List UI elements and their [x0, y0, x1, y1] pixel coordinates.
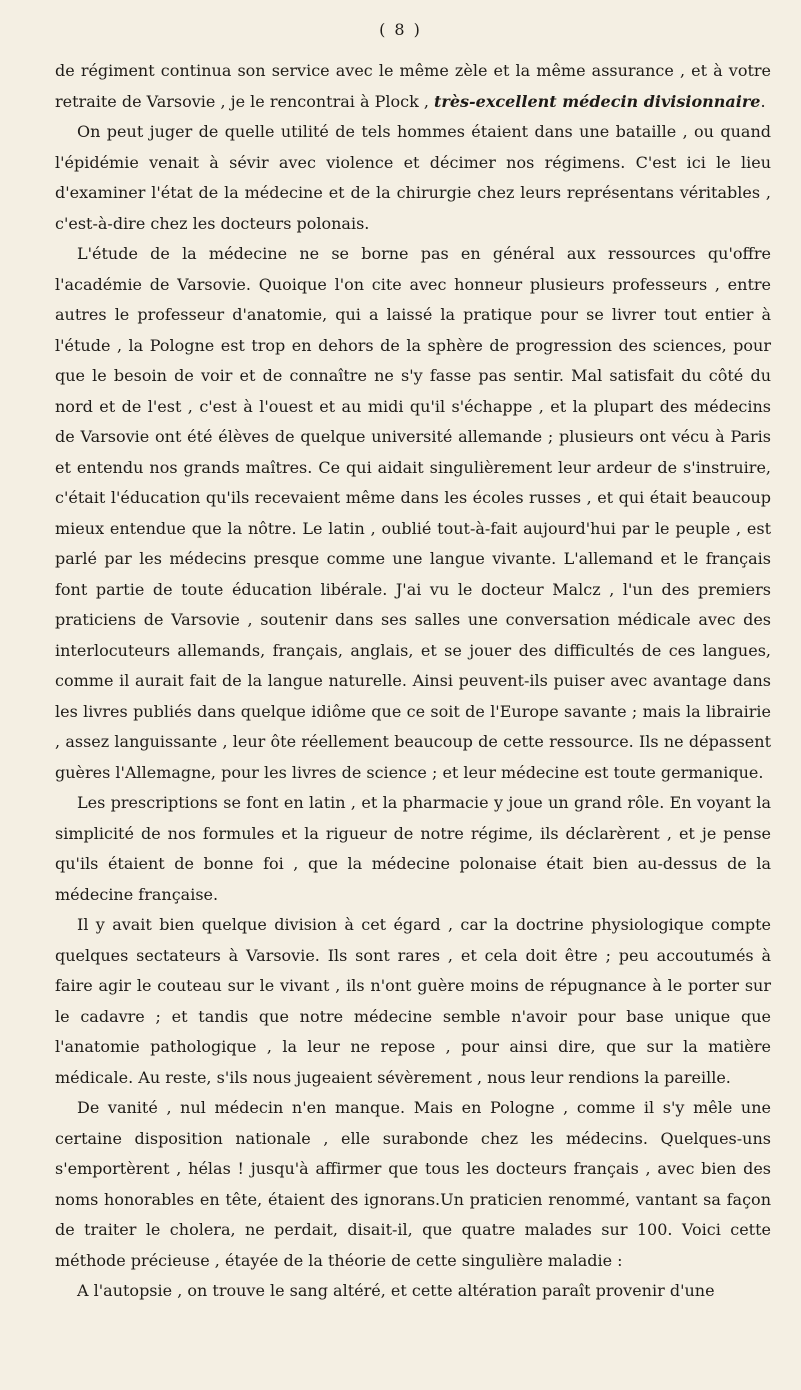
paragraph-text: L'étude de la médecine ne se borne pas en général aux ressources qu'offre l'académie de Varsovie. Quoique l'on cite avec honneur plusieurs professeurs , entre autres le professeur d'anatomie, qui a laissé la pratique pour se livrer tout entier à l'étude , la Pologne est trop en dehors de la sphère de progression des sciences, pour que le besoin de voir et de connaître ne s'y fasse pas sentir. Mal satisfait du côté du nord et de l'est , c'est à l'ouest et au midi qu'il s'échappe , et la plupart des médecins de Varsovie ont été élèves de quelque université allemande ; plusieurs ont vécu à Paris et entendu nos grands maîtres. Ce qui aidait singulièrement leur ardeur de s'instruire, c'était l'éducation qu'ils recevaient même dans les écoles russes , et qui était beaucoup mieux entendue que la nôtre. Le latin , oublié tout-à-fait aujourd'hui par le peuple , est parlé par les médecins presque comme une langue vivante. L'allemand et le français font partie de toute éducation libérale. J'ai vu le docteur Malcz , l'un des premiers praticiens de Varsovie , soutenir dans ses salles une conversation médicale avec des interlocuteurs allemands, français, anglais, et se jouer des difficultés de ces langues, comme il aurait fait de la langue naturelle. Ainsi peuvent-ils puiser avec avantage dans les livres publiés dans quelque idiôme que ce soit de l'Europe savante ; mais la librairie , assez languissante , leur ôte réellement beaucoup de cette ressource. Ils ne dépassent guères l'Allemagne, pour les livres de science ; et leur médecine est toute germanique. — [55, 244, 771, 782]
paragraph-text: De vanité , nul médecin n'en manque. Mais en Pologne , comme il s'y mêle une certaine disposition nationale , elle surabonde chez les médecins. Quelques-uns s'emportèrent , hélas ! jusqu'à affirmer que tous les docteurs français , avec bien des noms honorables en tête, étaient des ignorans.Un praticien renommé, vantant sa façon de traiter le cholera, ne perdait, disait-il, que quatre malades sur 100. Voici cette méthode précieuse , étayée de la théorie de cette singulière maladie : — [55, 1098, 771, 1270]
paragraph — [55, 788, 771, 910]
paragraph-text: Les prescriptions se font en latin , et la pharmacie y joue un grand rôle. En voyant la simplicité de nos formules et la rigueur de notre régime, ils déclarèrent , et je pense qu'ils étaient de bonne foi , que la médecine polonaise était bien au-dessus de la médecine française. — [55, 793, 771, 904]
emphasized-text: très-excellent médecin divisionnaire — [434, 91, 761, 111]
paragraph-text: A l'autopsie , on trouve le sang altéré, et cette altération paraît provenir d'une — [77, 1281, 715, 1300]
paragraph — [55, 1276, 771, 1307]
paragraph-text: de régiment continua son service avec le même zèle et la même assurance , et à votre retraite de Varsovie , je le rencontrai à Plock , — [55, 61, 771, 111]
paragraph-text: On peut juger de quelle utilité de tels hommes étaient dans une bataille , ou quand l'épidémie venait à sévir avec violence et décimer nos régimens. C'est ici le lieu d'examiner l'état de la médecine et de la chirurgie chez leurs représentans véritables , c'est-à-dire chez les docteurs polonais. — [55, 122, 771, 233]
paragraph — [55, 239, 771, 788]
paragraph-text: Il y avait bien quelque division à cet égard , car la doctrine physiologique compte quelques sectateurs à Varsovie. Ils sont rares , et cela doit être ; peu accoutumés à faire agir le couteau sur le vivant , ils n'ont guère moins de répugnance à le porter sur le cadavre ; et tandis que notre médecine semble n'avoir pour base unique que l'anatomie pathologique , la leur ne repose , pour ainsi dire, que sur la matière médicale. Au reste, s'ils nous jugeaient sévèrement , nous leur rendions la pareille. — [55, 915, 771, 1087]
paragraph — [55, 910, 771, 1093]
paragraph — [55, 1093, 771, 1276]
paragraph — [55, 56, 771, 117]
body-text — [55, 56, 771, 1307]
paragraph — [55, 117, 771, 239]
paragraph-text: . — [760, 91, 766, 111]
page-number: ( 8 ) — [379, 20, 422, 39]
